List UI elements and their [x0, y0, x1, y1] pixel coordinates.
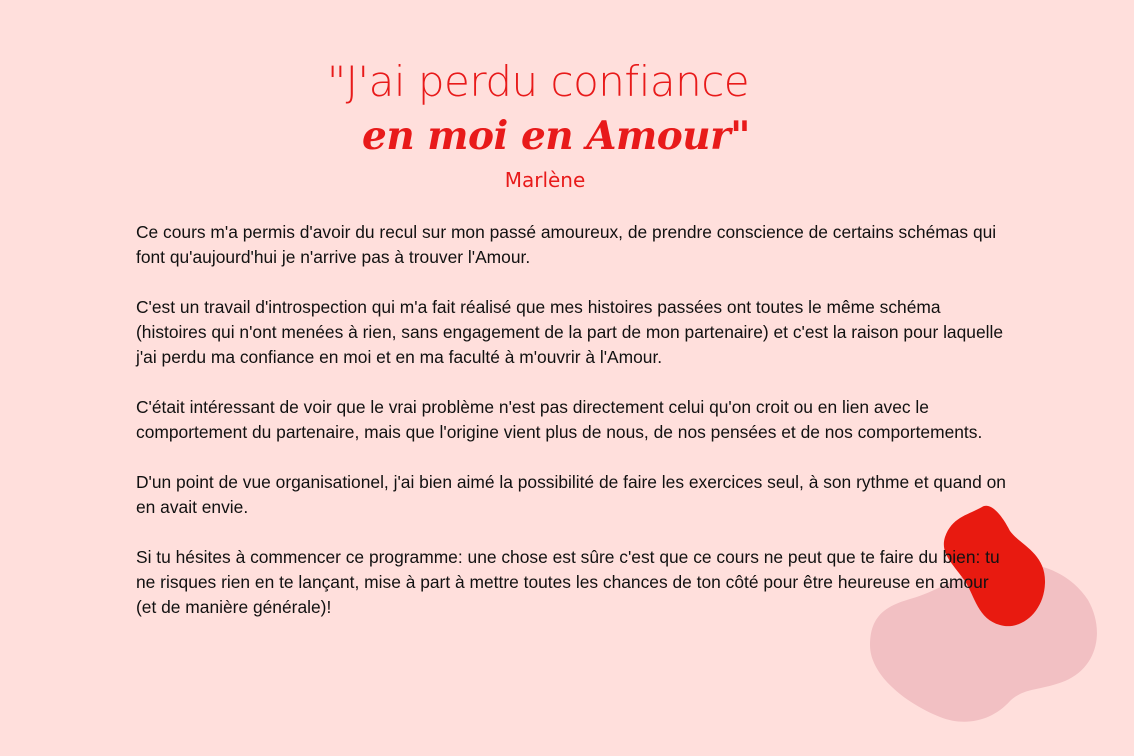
- testimonial-paragraph: Si tu hésites à commencer ce programme: une chose est sûre c'est que ce cours ne peut que te faire du bien: tu ne risques rien en te lançant, mise à part à mettre toutes les chances de ton côté pour être heureuse en amour (et de manière générale)!: [136, 547, 1000, 617]
- testimonial-paragraph: Ce cours m'a permis d'avoir du recul sur mon passé amoureux, de prendre conscience de certains schémas qui font qu'aujourd'hui je n'arrive pas à trouver l'Amour.: [136, 222, 997, 267]
- quote-title-line1: "J'ai perdu confiance: [326, 57, 750, 106]
- testimonial-paragraph: C'était intéressant de voir que le vrai problème n'est pas directement celui qu'on croit ou en lien avec le comportement du partenaire, mais que l'origine vient plus de nous, de nos pensées et de nos comportements.: [136, 397, 983, 442]
- author-name: Marlène: [504, 168, 586, 192]
- testimonial-body: [136, 220, 1011, 645]
- testimonial-paragraph: C'est un travail d'introspection qui m'a fait réalisé que mes histoires passées ont toutes le même schéma (histoires qui n'ont menées à rien, sans engagement de la part de mon partenaire) et c'est la raison pour laquelle j'ai perdu ma confiance en moi et en ma faculté à m'ouvrir à l'Amour.: [136, 297, 1004, 367]
- quote-title-line2: en moi en Amour": [362, 113, 750, 159]
- testimonial-paragraph: D'un point de vue organisationel, j'ai bien aimé la possibilité de faire les exercices seul, à son rythme et quand on en avait envie.: [136, 472, 1006, 517]
